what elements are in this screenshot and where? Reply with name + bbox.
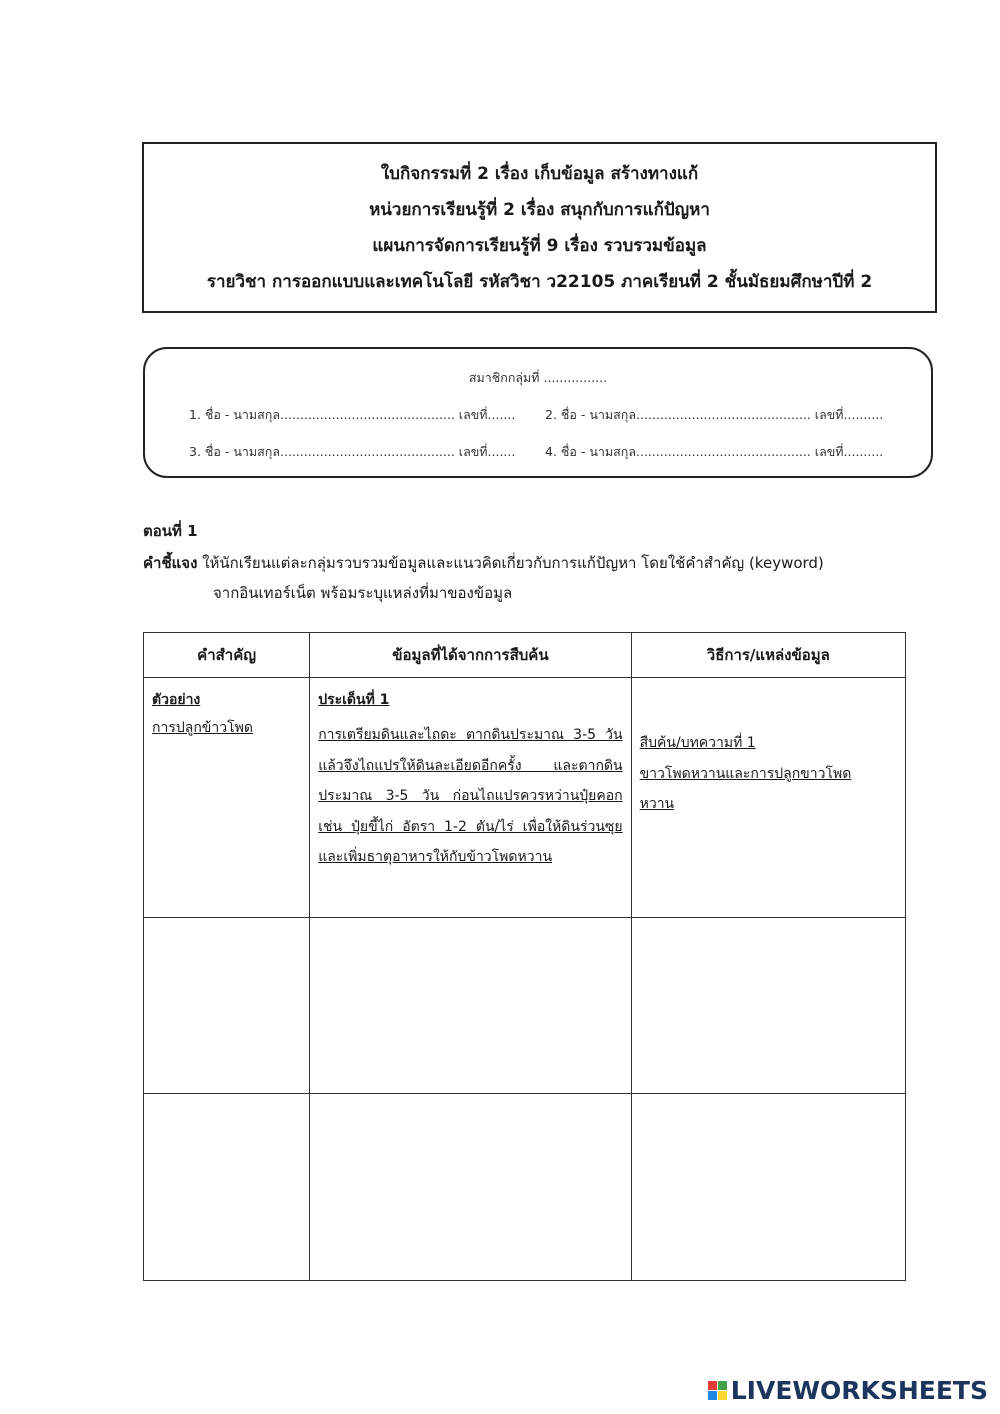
example-data-cell — [310, 678, 631, 918]
research-table — [143, 632, 906, 1281]
example-keyword-cell — [144, 678, 310, 918]
header-keyword: คำสำคัญ — [144, 633, 310, 678]
liveworksheets-logo — [708, 1374, 988, 1406]
logo-square-red — [708, 1381, 717, 1390]
example-label: ตัวอย่าง — [152, 692, 201, 708]
table-header-row — [144, 633, 906, 678]
group-number-label: สมาชิกกลุ่มที่ ................ — [468, 370, 608, 385]
member-row — [189, 442, 901, 462]
source-input-cell[interactable] — [631, 918, 905, 1094]
header-source: วิธีการ/แหล่งข้อมูล — [631, 633, 905, 678]
research-input-cell[interactable] — [310, 918, 631, 1094]
example-source-cell — [631, 678, 905, 918]
instructions — [143, 548, 923, 608]
issue-text: การเตรียมดินและไถดะ ตากดินประมาณ 3-5 วัน แล้วจึงไถแปรให้ดินละเอียดอีกครั้ง และตากดินประมาณ 3-5 วัน ก่อนไถแปรควรหว่านปุ๋ยคอก เช่น ปุ๋ยขี้ไก่ อัตรา 1-2 ตัน/ไร่ เพื่อให้ดินร่วนซุย และเพิ่มธาตุอาหารให้กับข้าวโพดหวาน — [318, 727, 623, 865]
member-2-field[interactable]: 2. ชื่อ - นามสกุล............................................ เลขที่.......... — [545, 407, 884, 422]
course-info: รายวิชา การออกแบบและเทคโนโลยี รหัสวิชา ว22105 ภาคเรียนที่ 2 ชั้นมัธยมศึกษาปีที่ 2 — [206, 271, 873, 292]
example-row — [144, 678, 906, 918]
source-line-1: สืบค้น/บทความที่ 1 — [639, 735, 756, 751]
unit-title: หน่วยการเรียนรู้ที่ 2 เรื่อง สนุกกับการแก้ปัญหา — [369, 199, 710, 220]
table-row — [144, 918, 906, 1094]
worksheet-title: ใบกิจกรรมที่ 2 เรื่อง เก็บข้อมูล สร้างทางแก้ — [380, 163, 699, 184]
source-line-3: หวาน — [639, 796, 675, 812]
example-keyword: การปลูกข้าวโพด — [152, 720, 253, 736]
instructions-label: คำชี้แจง — [143, 554, 198, 572]
member-row — [189, 405, 901, 425]
instructions-line-1: ให้นักเรียนแต่ละกลุ่มรวบรวมข้อมูลและแนวคิดเกี่ยวกับการแก้ปัญหา โดยใช้คำสำคัญ (keyword) — [197, 554, 824, 572]
header-research-data: ข้อมูลที่ได้จากการสืบค้น — [310, 633, 631, 678]
logo-square-yellow — [718, 1391, 727, 1400]
issue-label: ประเด็นที่ 1 — [318, 692, 390, 708]
logo-square-green — [718, 1381, 727, 1390]
plan-title: แผนการจัดการเรียนรู้ที่ 9 เรื่อง รวบรวมข้อมูล — [372, 235, 707, 256]
group-members-box — [143, 347, 933, 478]
table-row — [144, 1094, 906, 1281]
research-input-cell[interactable] — [310, 1094, 631, 1281]
member-3-field[interactable]: 3. ชื่อ - นามสกุล............................................ เลขที่....... — [189, 444, 516, 459]
logo-icon — [708, 1381, 727, 1400]
member-1-field[interactable]: 1. ชื่อ - นามสกุล............................................ เลขที่....... — [189, 407, 516, 422]
source-line-2: ขาวโพดหวานและการปลูกขาวโพด — [639, 765, 852, 782]
instructions-line-2: จากอินเทอร์เน็ต พร้อมระบุแหล่งที่มาของข้อมูล — [213, 584, 513, 602]
keyword-input-cell[interactable] — [144, 918, 310, 1094]
logo-square-blue — [708, 1391, 717, 1400]
keyword-input-cell[interactable] — [144, 1094, 310, 1281]
source-input-cell[interactable] — [631, 1094, 905, 1281]
part-heading: ตอนที่ 1 — [143, 522, 198, 540]
title-box — [142, 142, 937, 313]
logo-text: LIVEWORKSHEETS — [730, 1375, 988, 1405]
member-4-field[interactable]: 4. ชื่อ - นามสกุล............................................ เลขที่.......... — [545, 444, 884, 459]
